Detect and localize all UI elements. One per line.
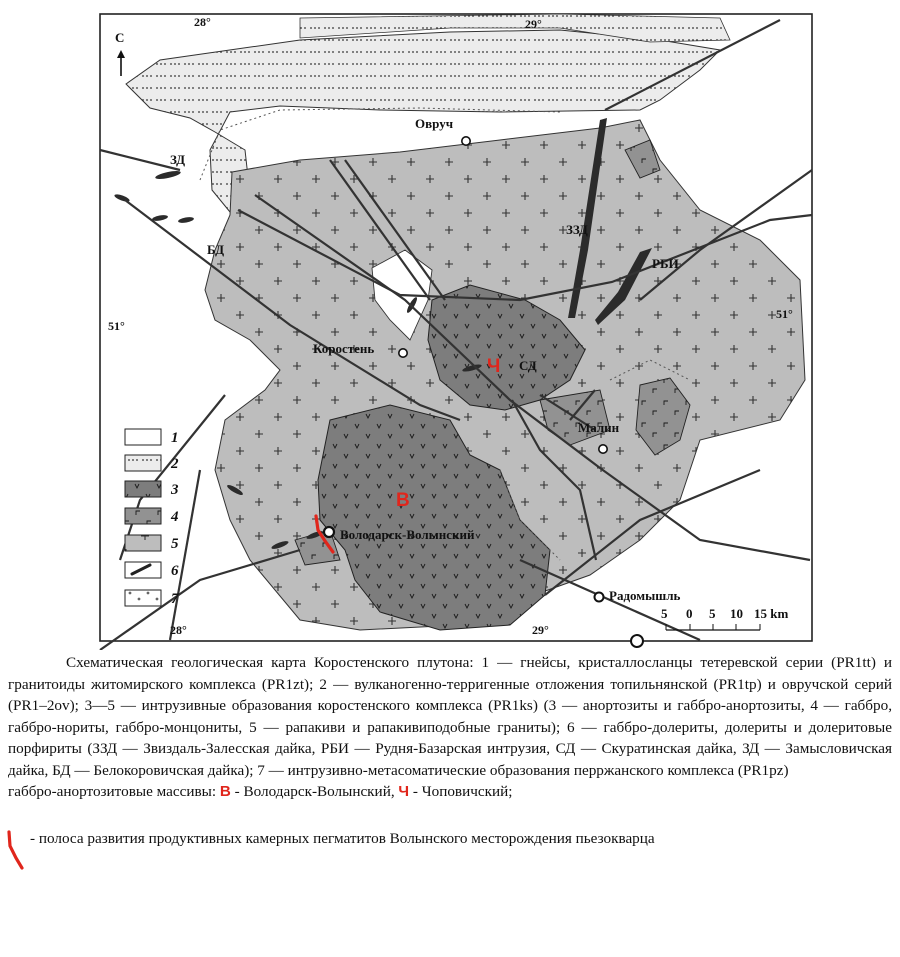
scale-tick-4: 15 km: [754, 606, 789, 621]
north-arrow-label: С: [115, 30, 125, 45]
scale-tick-0: 5: [661, 606, 668, 621]
label-radomyshl: Радомышль: [609, 588, 681, 603]
marker-korosten: [399, 349, 407, 357]
coord-28-top: 28°: [194, 15, 211, 29]
caption-massif-v-letter: В: [219, 783, 231, 800]
label-zd: ЗД: [170, 152, 186, 167]
label-rbi: РБИ: [652, 256, 679, 271]
marker-volodarsk: [324, 527, 334, 537]
marker-radomyshl: [595, 593, 604, 602]
legend-num-3: 3: [171, 482, 179, 498]
legend-num-2: 2: [171, 456, 179, 472]
marker-ovruch: [462, 137, 470, 145]
massif-label-v: В: [396, 490, 410, 511]
legend-num-7: 7: [171, 591, 179, 607]
coord-28-bottom: 28°: [170, 623, 187, 637]
coord-51-left: 51°: [108, 319, 125, 333]
legend-num-6: 6: [171, 563, 179, 579]
pegmatite-note: [6, 830, 655, 875]
caption-massif-v-text: - Володарск-Волынский,: [230, 783, 399, 800]
pegmatite-note-text: - полоса развития продуктивных камерных пегматитов Волынского месторождения пьезокварца: [30, 830, 655, 847]
caption-massif-ch-letter: Ч: [398, 783, 410, 800]
marker-extra: [631, 635, 643, 647]
label-volodarsk: Володарск-Волынский: [340, 527, 475, 542]
label-ovruch: Овруч: [415, 116, 454, 131]
caption-massifs-prefix: габбро-анортозитовые массивы:: [8, 783, 220, 800]
caption-paragraph: Схематическая геологическая карта Коростенского плутона: 1 — гнейсы, кристаллосланцы тетеревской серии (PR1tt) и гранитоиды житомирского комплекса (PR1zt); 2 — вулканогенно-терригенные отложения топильнянской (PR1tp) и овручской серий (PR1–2ov); 3—5 — интрузивные образования коростенского комплекса (PR1ks) (3 — анортозиты и габбро-анортозиты, 4 — габбро, габбро-нориты, габбро-монцониты, 5 — рапакиви и рапакивиподобные граниты); 6 — габбро-долериты, долериты и долеритовые порфириты (ЗЗД — Звиздаль-Залесская дайка, РБИ — Рудня-Базарская интрузия, СД — Скуратинская дайка, ЗД — Замысловичская дайка, БД — Белокоровичская дайка); 7 — интрузивно-метасоматические образования перржанского комплекса (PR1pz): [8, 654, 892, 779]
label-sd: СД: [519, 358, 537, 373]
massif-label-ch: Ч: [487, 356, 501, 377]
legend-num-1: 1: [171, 430, 179, 446]
label-zzd: ЗЗД: [566, 222, 588, 237]
legend-num-5: 5: [171, 536, 179, 552]
scale-tick-3: 10: [730, 606, 743, 621]
marker-malin: [599, 445, 607, 453]
legend-num-4: 4: [171, 509, 179, 525]
coord-29-top: 29°: [525, 17, 542, 31]
scale-tick-1: 0: [686, 606, 693, 621]
label-bd: БД: [207, 242, 225, 257]
scale-tick-2: 5: [709, 606, 716, 621]
label-korosten: Коростень: [313, 341, 375, 356]
pegmatite-band-icon: [6, 830, 28, 870]
label-malin: Малин: [578, 420, 620, 435]
caption-massifs: [8, 781, 892, 803]
figure-caption: [8, 652, 892, 803]
coord-29-bottom: 29°: [532, 623, 549, 637]
caption-massif-ch-text: - Чоповичский;: [409, 783, 513, 800]
coord-51-right: 51°: [776, 307, 793, 321]
